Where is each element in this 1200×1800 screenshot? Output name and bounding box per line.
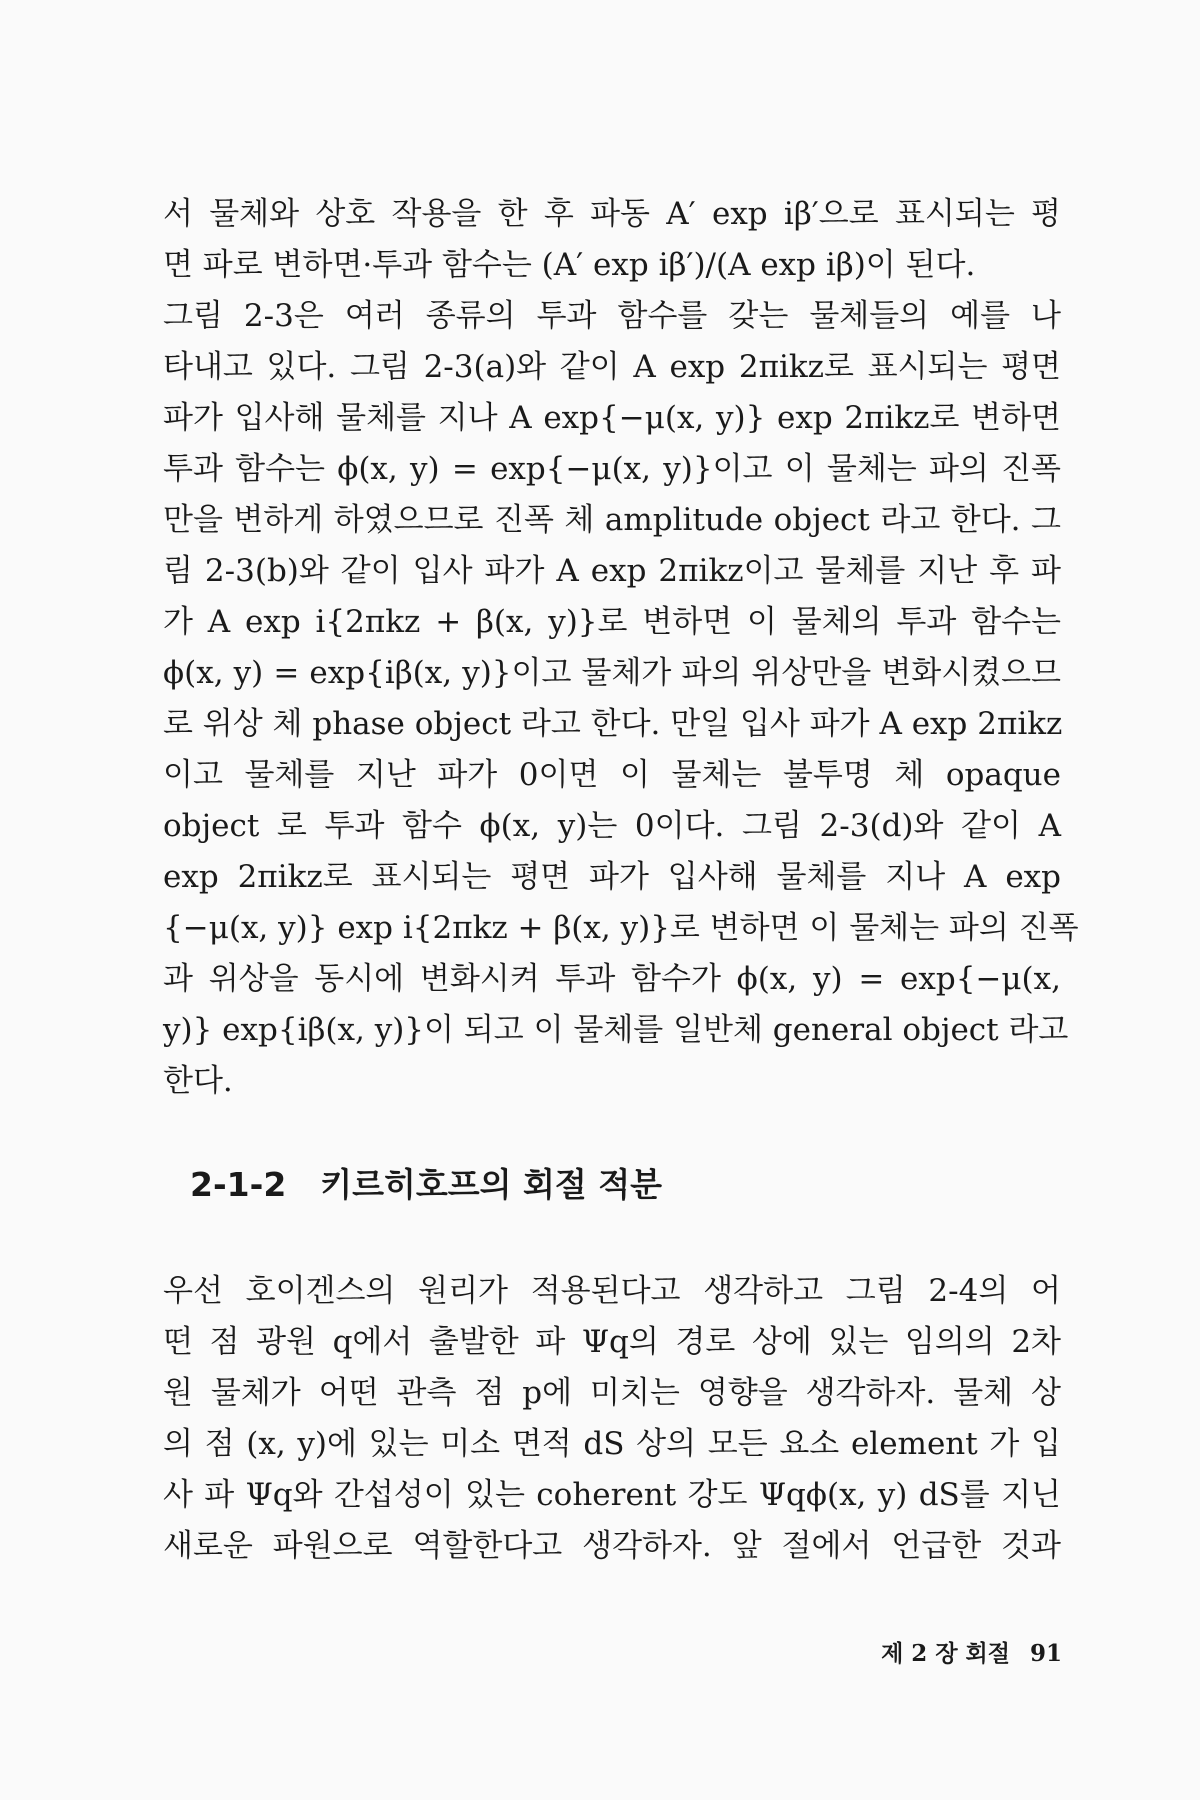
text-line: 새로운 파원으로 역할한다고 생각하자. 앞 절에서 언급한 것과 — [163, 1528, 1061, 1564]
text-line: y)} exp{iβ(x, y)}이 되고 이 물체를 일반체 general object 라고 — [163, 1012, 1069, 1048]
text-line: {−μ(x, y)} exp i{2πkz + β(x, y)}로 변하면 이 물체는 파의 진폭 — [163, 910, 1079, 946]
chapter-label: 제 2 장 회절 — [881, 1640, 1010, 1667]
text-line: 가 A exp i{2πkz + β(x, y)}로 변하면 이 물체의 투과 함수는 — [163, 604, 1061, 640]
text-line: 타내고 있다. 그림 2-3(a)와 같이 A exp 2πikz로 표시되는 평면 — [163, 349, 1061, 385]
text-line: 림 2-3(b)와 같이 입사 파가 A exp 2πikz이고 물체를 지난 후 파 — [163, 553, 1061, 589]
paragraph-continuation — [163, 189, 1061, 291]
text-line: 떤 점 광원 q에서 출발한 파 Ψq의 경로 상에 있는 임의의 2차 — [163, 1324, 1061, 1360]
text-line: 한다. — [163, 1063, 233, 1099]
section-number: 2-1-2 — [190, 1165, 287, 1204]
page-number: 91 — [1029, 1640, 1062, 1667]
paragraph-transmission-functions — [163, 291, 1079, 1107]
section-title: 키르히호프의 회절 적분 — [320, 1165, 663, 1204]
text-line: ϕ(x, y) = exp{iβ(x, y)}이고 물체가 파의 위상만을 변화시켰으므 — [163, 655, 1061, 691]
text-line: 만을 변하게 하였으므로 진폭 체 amplitude object 라고 한다. 그 — [163, 502, 1061, 538]
text-line: exp 2πikz로 표시되는 평면 파가 입사해 물체를 지나 A exp — [163, 859, 1061, 895]
section-heading — [190, 1160, 662, 1210]
text-line: 파가 입사해 물체를 지나 A exp{−μ(x, y)} exp 2πikz로 변하면 — [163, 400, 1061, 436]
text-line: 면 파로 변하면·투과 함수는 (A′ exp iβ′)/(A exp iβ)이 된다. — [163, 247, 976, 283]
page-footer — [881, 1635, 1062, 1668]
text-line: 원 물체가 어떤 관측 점 p에 미치는 영향을 생각하자. 물체 상 — [163, 1375, 1061, 1411]
text-line: 의 점 (x, y)에 있는 미소 면적 dS 상의 모든 요소 element 가 입 — [163, 1426, 1061, 1462]
text-line: 투과 함수는 ϕ(x, y) = exp{−μ(x, y)}이고 이 물체는 파의 진폭 — [163, 451, 1061, 487]
text-line: 과 위상을 동시에 변화시켜 투과 함수가 ϕ(x, y) = exp{−μ(x, — [163, 961, 1061, 997]
text-line: 로 위상 체 phase object 라고 한다. 만일 입사 파가 A exp 2πikz — [163, 706, 1063, 742]
text-line: 사 파 Ψq와 간섭성이 있는 coherent 강도 Ψqϕ(x, y) dS를 지닌 — [163, 1477, 1061, 1513]
text-line: object 로 투과 함수 ϕ(x, y)는 0이다. 그림 2-3(d)와 같이 A — [163, 808, 1061, 844]
text-line: 서 물체와 상호 작용을 한 후 파동 A′ exp iβ′으로 표시되는 평 — [163, 196, 1061, 232]
text-line: 이고 물체를 지난 파가 0이면 이 물체는 불투명 체 opaque — [163, 757, 1061, 793]
paragraph-kirchhoff-intro — [163, 1266, 1061, 1572]
text-line: 우선 호이겐스의 원리가 적용된다고 생각하고 그림 2-4의 어 — [163, 1273, 1061, 1309]
text-line: 그림 2-3은 여러 종류의 투과 함수를 갖는 물체들의 예를 나 — [163, 298, 1061, 334]
